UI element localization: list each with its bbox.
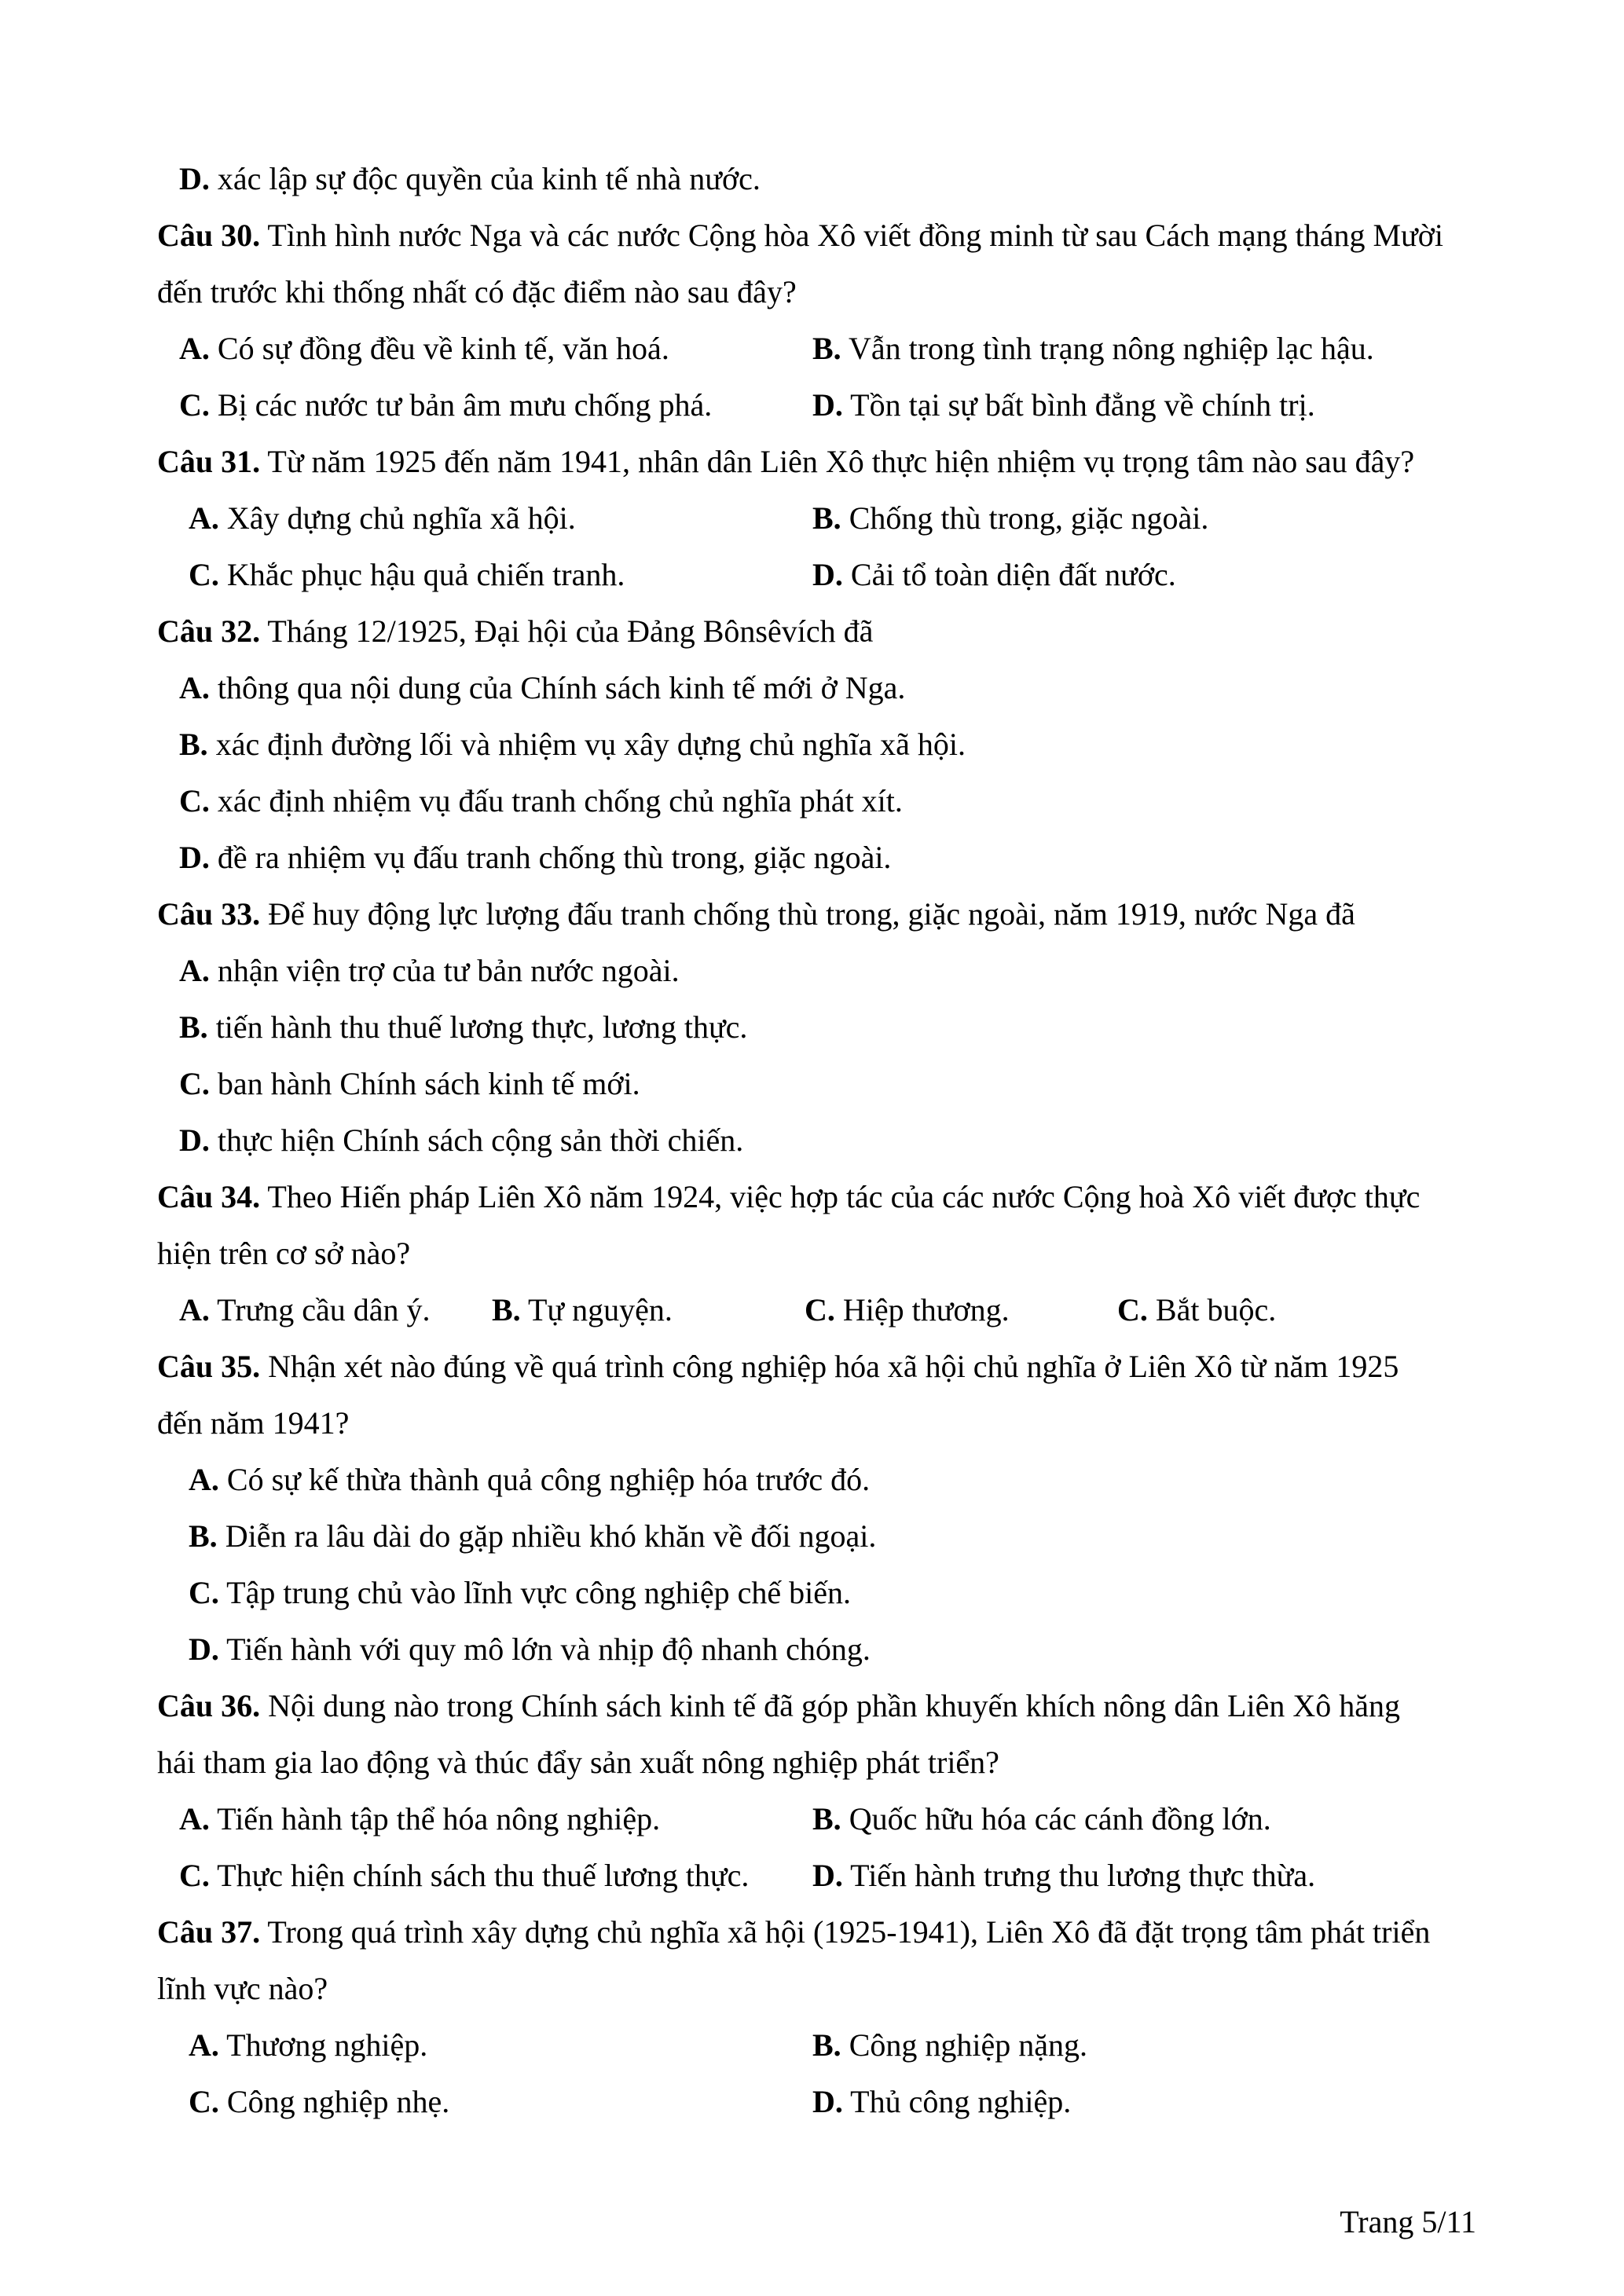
option-text: ban hành Chính sách kinh tế mới. [209, 1066, 640, 1101]
option-b [812, 2017, 1446, 2074]
option-d [157, 1621, 1477, 1678]
option-d [812, 547, 1446, 603]
option-letter: D. [189, 1631, 219, 1667]
option-c [189, 547, 812, 603]
option-letter: C. [1117, 1292, 1148, 1327]
option-row [157, 320, 1477, 377]
option-text: Hiệp thương. [834, 1292, 1010, 1327]
question-text: Nội dung nào trong Chính sách kinh tế đã góp phần khuyến khích nông dân Liên Xô hăng [260, 1688, 1400, 1723]
option-c [179, 377, 812, 434]
option-letter: A. [189, 2027, 219, 2063]
option-row [157, 490, 1477, 547]
option-a [179, 1791, 812, 1847]
option-b [157, 999, 1477, 1056]
option-text: Thương nghiệp. [218, 2027, 428, 2063]
question-text: Tình hình nước Nga và các nước Cộng hòa Xô viết đồng minh từ sau Cách mạng tháng Mười [260, 218, 1443, 253]
option-text: Xây dựng chủ nghĩa xã hội. [218, 500, 576, 536]
option-a [157, 943, 1477, 999]
question-label: Câu 35. [157, 1349, 261, 1384]
option-b [812, 320, 1446, 377]
option-letter: B. [812, 2027, 841, 2063]
option-text: Có sự kế thừa thành quả công nghiệp hóa trước đó. [218, 1462, 871, 1497]
option-letter: B. [189, 1518, 218, 1554]
option-a [157, 1452, 1477, 1508]
option-letter: C. [179, 1858, 210, 1893]
option-c [805, 1282, 1117, 1338]
option-letter: D. [179, 161, 210, 196]
question-stem-continued: đến trước khi thống nhất có đặc điểm nào sau đây? [157, 274, 797, 309]
option-c [179, 1847, 812, 1904]
option-b [157, 1508, 1477, 1565]
option-c [189, 2074, 812, 2130]
option-a [189, 490, 812, 547]
option-row [157, 1282, 1477, 1338]
option-text: Tiến hành tập thể hóa nông nghiệp. [209, 1801, 661, 1836]
option-letter: B. [179, 1009, 208, 1045]
question-stem [157, 886, 1477, 943]
option-letter: D. [812, 2084, 843, 2119]
option-text: Cải tổ toàn diện đất nước. [842, 557, 1176, 592]
option-letter: D. [812, 557, 843, 592]
question-stem [157, 1338, 1477, 1395]
option-text: tiến hành thu thuế lương thực, lương thực. [207, 1009, 748, 1045]
question-30 [157, 207, 1477, 434]
option-text: Tiến hành với quy mô lớn và nhịp độ nhanh chóng. [218, 1631, 871, 1667]
option-c [157, 773, 1477, 829]
option-letter: C. [179, 387, 210, 423]
option-letter: B. [812, 331, 841, 366]
option-text: xác định đường lối và nhiệm vụ xây dựng chủ nghĩa xã hội. [207, 727, 966, 762]
option-letter: A. [179, 1292, 210, 1327]
option-text: Có sự đồng đều về kinh tế, văn hoá. [209, 331, 669, 366]
option-a [189, 2017, 812, 2074]
option-letter: B. [492, 1292, 521, 1327]
option-row [157, 1791, 1477, 1847]
option-c [157, 1565, 1477, 1621]
question-stem [157, 434, 1477, 490]
question-33 [157, 886, 1477, 1169]
option-letter: C. [805, 1292, 835, 1327]
question-text: Nhận xét nào đúng về quá trình công nghiệp hóa xã hội chủ nghĩa ở Liên Xô từ năm 1925 [260, 1349, 1399, 1384]
option-line [157, 151, 1477, 207]
option-text: Chống thù trong, giặc ngoài. [841, 500, 1209, 536]
option-c [157, 1056, 1477, 1112]
option-b [157, 716, 1477, 773]
option-text: thông qua nội dung của Chính sách kinh tế mới ở Nga. [209, 670, 906, 705]
option-text: Tập trung chủ vào lĩnh vực công nghiệp chế biến. [218, 1575, 851, 1610]
question-stem-continued: lĩnh vực nào? [157, 1971, 328, 2006]
option-d [157, 829, 1477, 886]
option-letter: B. [812, 1801, 841, 1836]
question-stem [157, 1169, 1477, 1225]
question-text: Từ năm 1925 đến năm 1941, nhân dân Liên Xô thực hiện nhiệm vụ trọng tâm nào sau đây? [260, 444, 1415, 479]
option-letter: C. [189, 2084, 219, 2119]
option-text: Trưng cầu dân ý. [209, 1292, 431, 1327]
question-text: Trong quá trình xây dựng chủ nghĩa xã hội (1925-1941), Liên Xô đã đặt trọng tâm phát triển [260, 1914, 1431, 1950]
option-letter: A. [179, 1801, 210, 1836]
question-label: Câu 37. [157, 1914, 261, 1950]
option-letter: D. [179, 1122, 210, 1158]
page-number: Trang 5/11 [1340, 2204, 1476, 2239]
question-label: Câu 31. [157, 444, 261, 479]
option-text: xác lập sự độc quyền của kinh tế nhà nước. [209, 161, 761, 196]
question-stem-continued: hiện trên cơ sở nào? [157, 1236, 411, 1271]
option-text: thực hiện Chính sách cộng sản thời chiến. [209, 1122, 744, 1158]
option-d [812, 377, 1446, 434]
option-letter: D. [812, 1858, 843, 1893]
option-text: Quốc hữu hóa các cánh đồng lớn. [841, 1801, 1271, 1836]
option-b [812, 1791, 1446, 1847]
option-text: đề ra nhiệm vụ đấu tranh chống thù trong, giặc ngoài. [209, 840, 892, 875]
option-text: Công nghiệp nặng. [841, 2027, 1087, 2063]
question-36 [157, 1678, 1477, 1904]
option-letter: B. [179, 727, 208, 762]
option-letter: C. [179, 1066, 210, 1101]
question-text: Theo Hiến pháp Liên Xô năm 1924, việc hợp tác của các nước Cộng hoà Xô viết được thực [260, 1179, 1421, 1214]
option-text: Thủ công nghiệp. [842, 2084, 1072, 2119]
question-label: Câu 36. [157, 1688, 261, 1723]
option-text: Khắc phục hậu quả chiến tranh. [218, 557, 625, 592]
question-text: Tháng 12/1925, Đại hội của Đảng Bônsêvích đã [260, 613, 874, 649]
option-row [157, 547, 1477, 603]
option-b [812, 490, 1446, 547]
option-d [157, 1112, 1477, 1169]
option-text: Công nghiệp nhẹ. [218, 2084, 450, 2119]
question-stem [157, 1678, 1477, 1734]
option-row [157, 1847, 1477, 1904]
option-row [157, 2017, 1477, 2074]
option-d [812, 1847, 1446, 1904]
option-text: xác định nhiệm vụ đấu tranh chống chủ nghĩa phát xít. [209, 783, 903, 818]
option-text: Vẫn trong tình trạng nông nghiệp lạc hậu. [841, 331, 1374, 366]
option-row [157, 2074, 1477, 2130]
option-letter: C. [179, 783, 210, 818]
option-letter: D. [812, 387, 843, 423]
option-letter: D. [179, 840, 210, 875]
option-d [812, 2074, 1446, 2130]
option-a [179, 1282, 492, 1338]
option-d [1117, 1282, 1430, 1338]
option-letter: A. [179, 953, 210, 988]
question-stem [157, 207, 1477, 264]
question-35 [157, 1338, 1477, 1678]
option-letter: B. [812, 500, 841, 536]
option-text: Tồn tại sự bất bình đẳng về chính trị. [842, 387, 1315, 423]
question-37 [157, 1904, 1477, 2130]
option-row [157, 377, 1477, 434]
option-text: Tiến hành trưng thu lương thực thừa. [842, 1858, 1316, 1893]
option-letter: A. [189, 1462, 219, 1497]
question-label: Câu 30. [157, 218, 261, 253]
option-letter: A. [179, 670, 210, 705]
question-stem [157, 603, 1477, 660]
question-stem-continued: hái tham gia lao động và thúc đẩy sản xuất nông nghiệp phát triển? [157, 1745, 999, 1780]
exam-page [157, 151, 1477, 2130]
option-text: Bị các nước tư bản âm mưu chống phá. [209, 387, 713, 423]
question-stem [157, 1904, 1477, 1961]
option-a [157, 660, 1477, 716]
question-text: Để huy động lực lượng đấu tranh chống thù trong, giặc ngoài, năm 1919, nước Nga đã [260, 896, 1355, 932]
option-letter: C. [189, 557, 219, 592]
option-letter: A. [179, 331, 210, 366]
option-b [492, 1282, 805, 1338]
option-text: Diễn ra lâu dài do gặp nhiều khó khăn về đối ngoại. [217, 1518, 877, 1554]
option-text: Thực hiện chính sách thu thuế lương thực. [209, 1858, 750, 1893]
option-letter: C. [189, 1575, 219, 1610]
question-stem-continued: đến năm 1941? [157, 1405, 350, 1441]
option-a [179, 320, 812, 377]
question-34 [157, 1169, 1477, 1338]
option-letter: A. [189, 500, 219, 536]
question-31 [157, 434, 1477, 603]
option-text: nhận viện trợ của tư bản nước ngoài. [209, 953, 680, 988]
option-text: Bắt buộc. [1147, 1292, 1277, 1327]
option-text: Tự nguyện. [520, 1292, 673, 1327]
question-label: Câu 33. [157, 896, 261, 932]
question-label: Câu 34. [157, 1179, 261, 1214]
question-32 [157, 603, 1477, 886]
question-label: Câu 32. [157, 613, 261, 649]
